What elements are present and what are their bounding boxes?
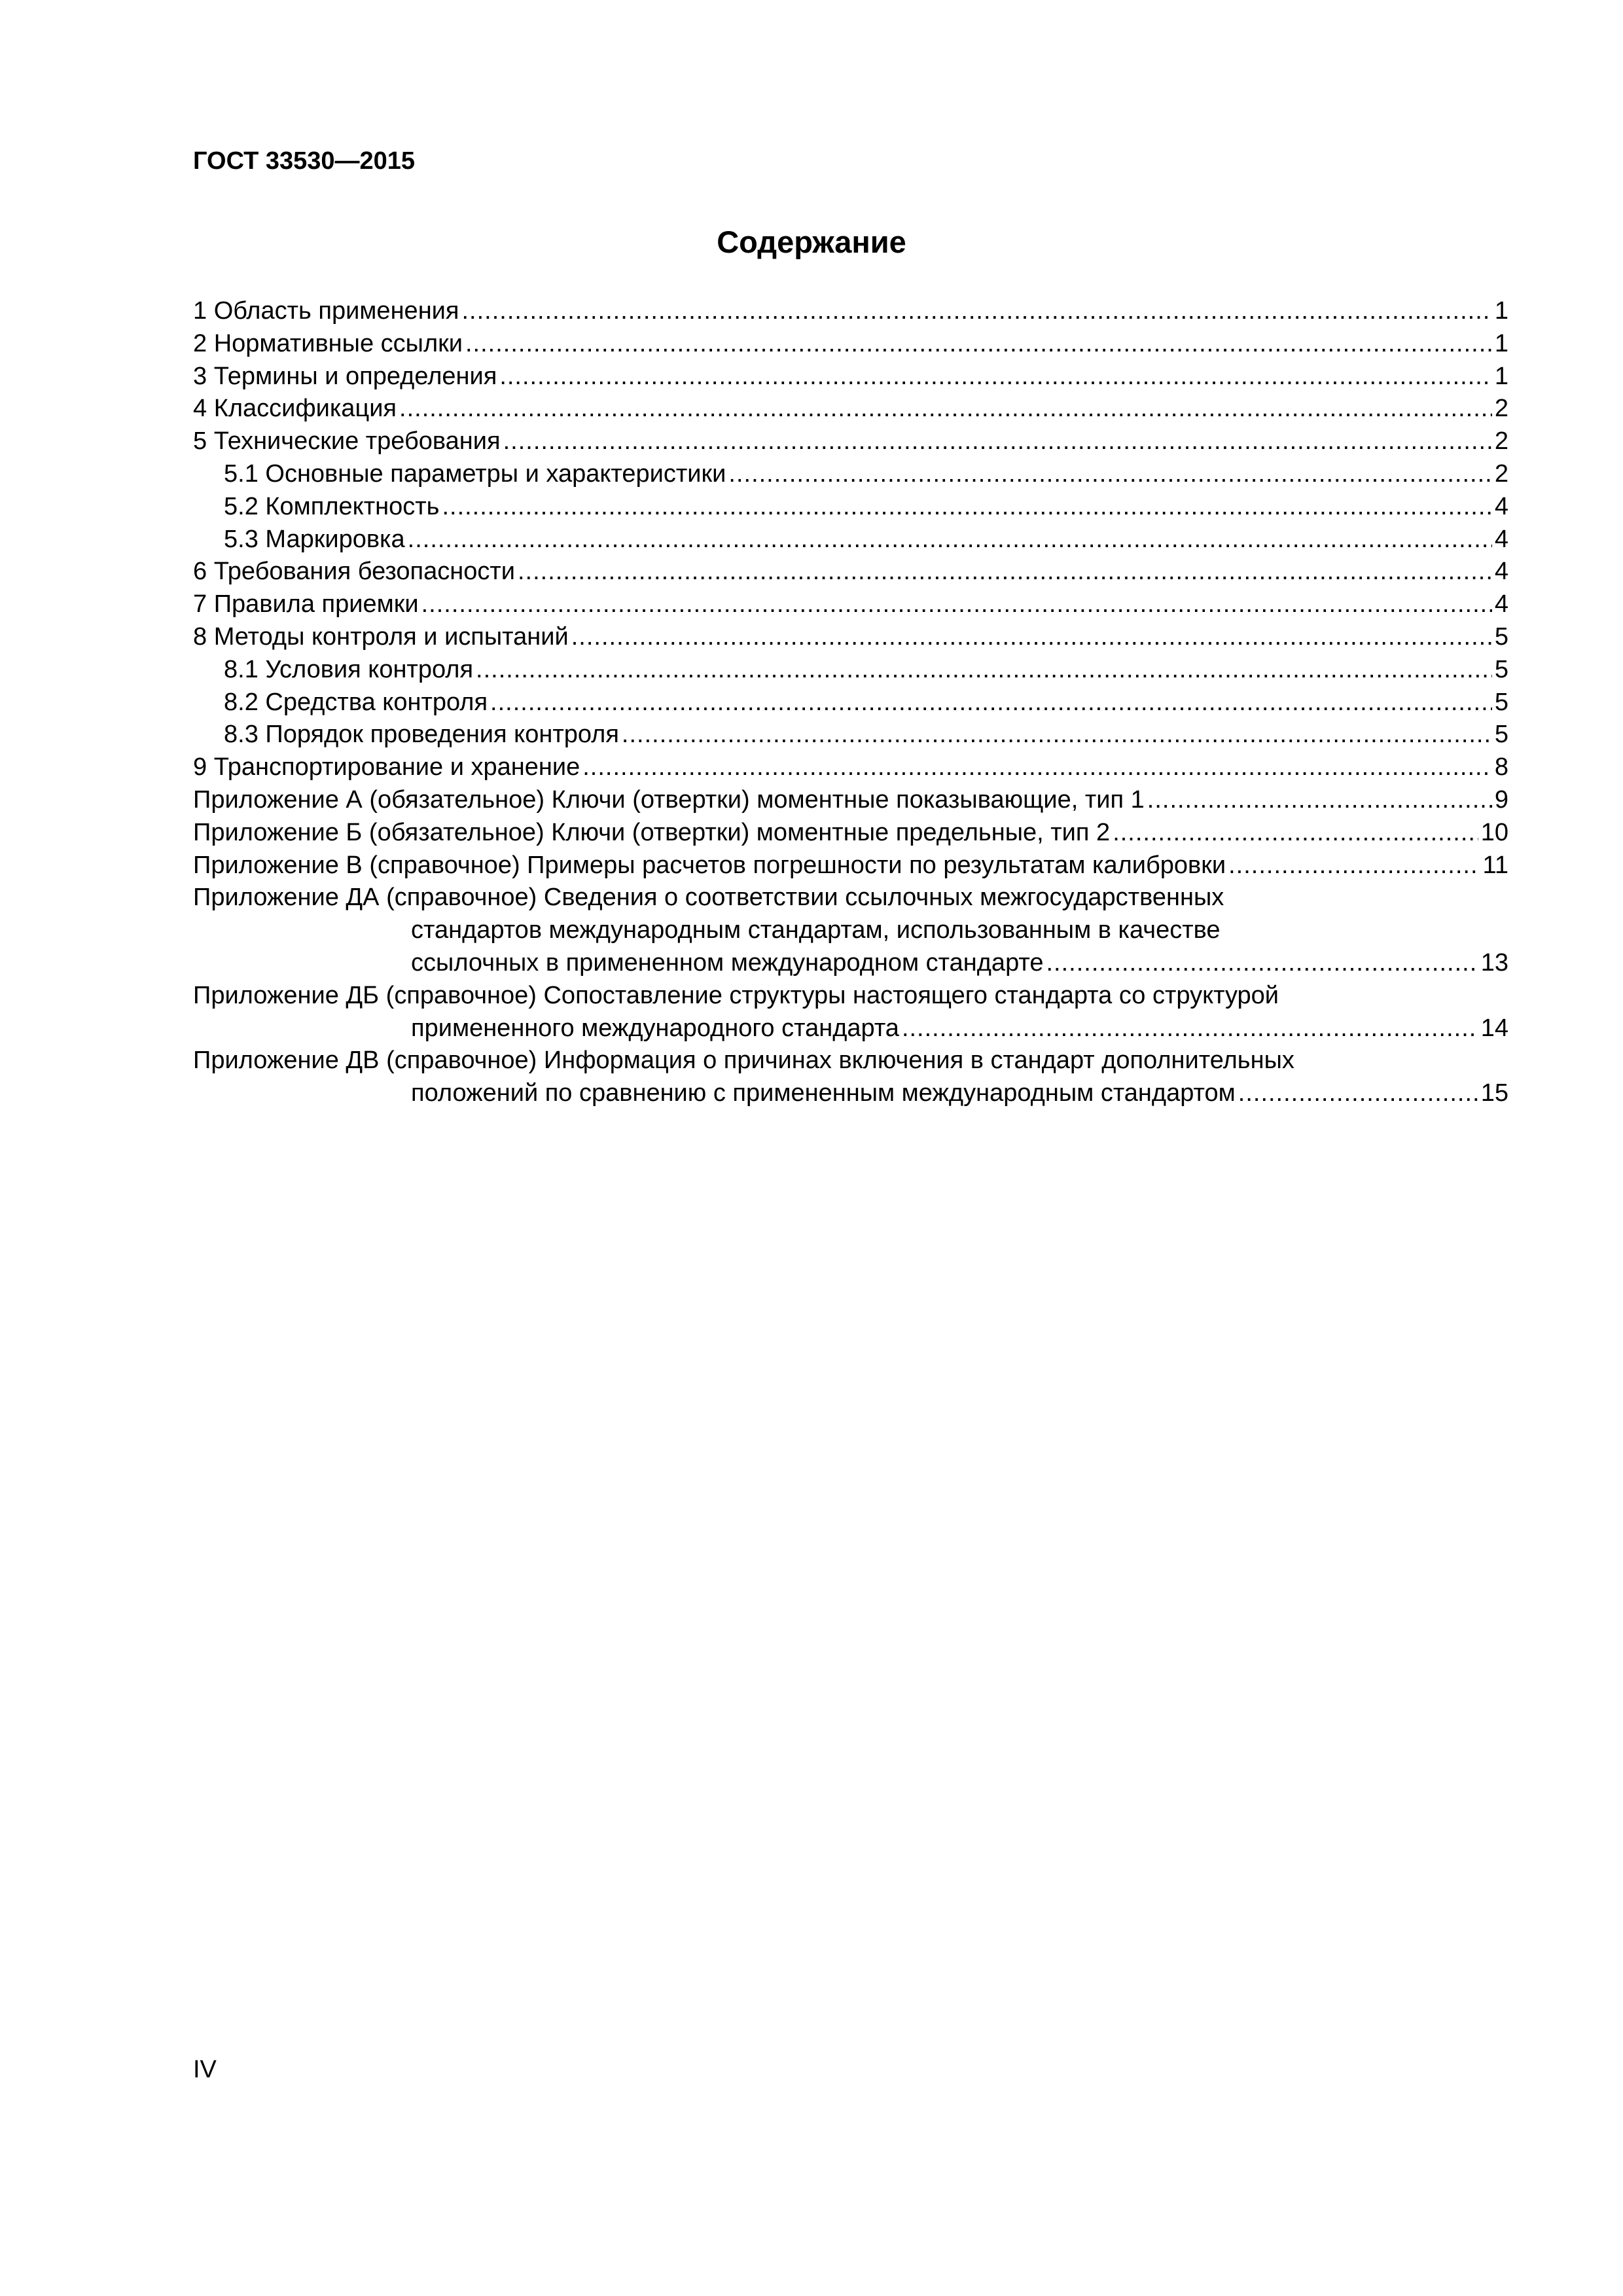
toc-entry-page: 4 <box>1494 525 1508 553</box>
toc-entry-page: 2 <box>1494 459 1508 488</box>
toc-entry-appendix[interactable] <box>193 817 1508 850</box>
toc-entry-title: 5 Технические требования <box>193 427 501 456</box>
toc-dot-leader <box>408 524 1492 556</box>
toc-dot-leader <box>465 328 1492 361</box>
table-of-contents <box>193 295 1508 1110</box>
toc-dot-leader <box>582 751 1492 784</box>
toc-entry-title: 5.2 Комплектность <box>224 492 440 520</box>
toc-subentry[interactable] <box>193 719 1508 751</box>
toc-entry-title: 8.2 Средства контроля <box>224 688 488 716</box>
toc-entry[interactable] <box>193 751 1508 784</box>
toc-entry-title: 3 Термины и определения <box>193 362 497 390</box>
toc-subentry[interactable] <box>193 687 1508 719</box>
toc-dot-leader <box>490 687 1492 719</box>
toc-dot-leader <box>1238 1077 1478 1110</box>
toc-entry-title: 8.1 Условия контроля <box>224 655 474 683</box>
toc-dot-leader <box>1046 947 1478 980</box>
toc-entry[interactable] <box>193 621 1508 654</box>
toc-entry-appendix[interactable] <box>193 850 1508 882</box>
toc-entry-page: 5 <box>1494 721 1508 749</box>
toc-entry-title: 6 Требования безопасности <box>193 558 515 586</box>
toc-entry-page: 14 <box>1480 1014 1508 1042</box>
toc-entry-title-continuation: примененного международного стандарта <box>411 1014 899 1042</box>
toc-entry[interactable] <box>193 588 1508 621</box>
toc-entry-title: 9 Транспортирование и хранение <box>193 753 580 781</box>
toc-dot-leader <box>902 1013 1478 1045</box>
toc-entry-appendix-continuation[interactable] <box>193 947 1508 980</box>
toc-entry-page: 2 <box>1494 427 1508 456</box>
toc-entry[interactable] <box>193 393 1508 425</box>
toc-entry[interactable] <box>193 361 1508 393</box>
toc-entry[interactable] <box>193 425 1508 458</box>
toc-entry[interactable] <box>193 295 1508 328</box>
toc-entry-title: Приложение ДА (справочное) Сведения о соответствии ссылочных межгосударственных <box>193 884 1224 912</box>
document-header-standard-id: ГОСТ 33530—2015 <box>193 147 416 175</box>
toc-entry-title: 8 Методы контроля и испытаний <box>193 622 569 651</box>
toc-dot-leader <box>518 556 1492 588</box>
toc-subentry[interactable] <box>193 458 1508 491</box>
toc-entry-title: 5.3 Маркировка <box>224 525 405 553</box>
toc-dot-leader <box>1228 850 1480 882</box>
toc-dot-leader <box>399 393 1492 425</box>
toc-entry-appendix-line[interactable] <box>193 1045 1508 1077</box>
toc-entry-title: Приложение ДВ (справочное) Информация о причинах включения в стандарт дополнительных <box>193 1047 1294 1075</box>
toc-entry-title: Приложение ДБ (справочное) Сопоставление структуры настоящего стандарта со структурой <box>193 981 1279 1009</box>
toc-entry-title-continuation: ссылочных в примененном международном стандарте <box>411 948 1044 977</box>
toc-entry-page: 5 <box>1494 622 1508 651</box>
toc-dot-leader <box>503 425 1492 458</box>
toc-entry-title: 8.3 Порядок проведения контроля <box>224 721 619 749</box>
toc-dot-leader <box>461 295 1491 328</box>
toc-entry[interactable] <box>193 556 1508 588</box>
toc-title: Содержание <box>717 224 906 259</box>
toc-dot-leader <box>728 458 1491 491</box>
toc-entry-appendix-line[interactable] <box>193 980 1508 1013</box>
toc-entry-page: 1 <box>1494 329 1508 357</box>
toc-entry-appendix[interactable] <box>193 784 1508 817</box>
toc-entry-page: 1 <box>1494 362 1508 390</box>
toc-entry-page: 13 <box>1480 948 1508 977</box>
toc-dot-leader <box>1113 817 1478 850</box>
page-number: IV <box>193 2056 217 2083</box>
toc-entry-page: 1 <box>1494 297 1508 325</box>
toc-subentry[interactable] <box>193 654 1508 687</box>
toc-entry-page: 11 <box>1482 851 1508 879</box>
toc-entry-page: 5 <box>1494 688 1508 716</box>
toc-entry-page: 4 <box>1494 590 1508 619</box>
toc-dot-leader <box>442 491 1491 524</box>
toc-entry[interactable] <box>193 328 1508 361</box>
toc-subentry[interactable] <box>193 524 1508 556</box>
toc-dot-leader <box>421 588 1492 621</box>
toc-entry-title-continuation: стандартов международным стандартам, использованным в качестве <box>411 916 1221 944</box>
toc-entry-title: Приложение В (справочное) Примеры расчетов погрешности по результатам калибровки <box>193 851 1226 879</box>
toc-entry-page: 2 <box>1494 395 1508 423</box>
toc-entry-title-continuation: положений по сравнению с примененным международным стандартом <box>411 1079 1236 1107</box>
toc-subentry[interactable] <box>193 491 1508 524</box>
toc-entry-appendix-line[interactable] <box>193 882 1508 914</box>
toc-entry-page: 5 <box>1494 655 1508 683</box>
toc-entry-title: 7 Правила приемки <box>193 590 419 619</box>
toc-entry-page: 4 <box>1494 558 1508 586</box>
toc-entry-title: Приложение А (обязательное) Ключи (отвертки) моментные показывающие, тип 1 <box>193 785 1145 814</box>
toc-entry-title: 4 Классификация <box>193 395 397 423</box>
toc-entry-page: 9 <box>1494 785 1508 814</box>
toc-entry-appendix-continuation[interactable] <box>193 1077 1508 1110</box>
toc-entry-title: Приложение Б (обязательное) Ключи (отвертки) моментные предельные, тип 2 <box>193 818 1111 846</box>
toc-entry-appendix-continuation[interactable] <box>193 914 1508 947</box>
toc-entry-page: 8 <box>1494 753 1508 781</box>
toc-entry-page: 15 <box>1480 1079 1508 1107</box>
toc-entry-page: 4 <box>1494 492 1508 520</box>
toc-dot-leader <box>499 361 1492 393</box>
toc-dot-leader <box>1147 784 1492 817</box>
toc-dot-leader <box>622 719 1492 751</box>
toc-entry-title: 5.1 Основные параметры и характеристики <box>224 459 726 488</box>
toc-entry-appendix-continuation[interactable] <box>193 1013 1508 1045</box>
toc-entry-page: 10 <box>1480 818 1508 846</box>
toc-entry-title: 1 Область применения <box>193 297 459 325</box>
toc-dot-leader <box>571 621 1492 654</box>
toc-dot-leader <box>476 654 1492 687</box>
toc-entry-title: 2 Нормативные ссылки <box>193 329 463 357</box>
